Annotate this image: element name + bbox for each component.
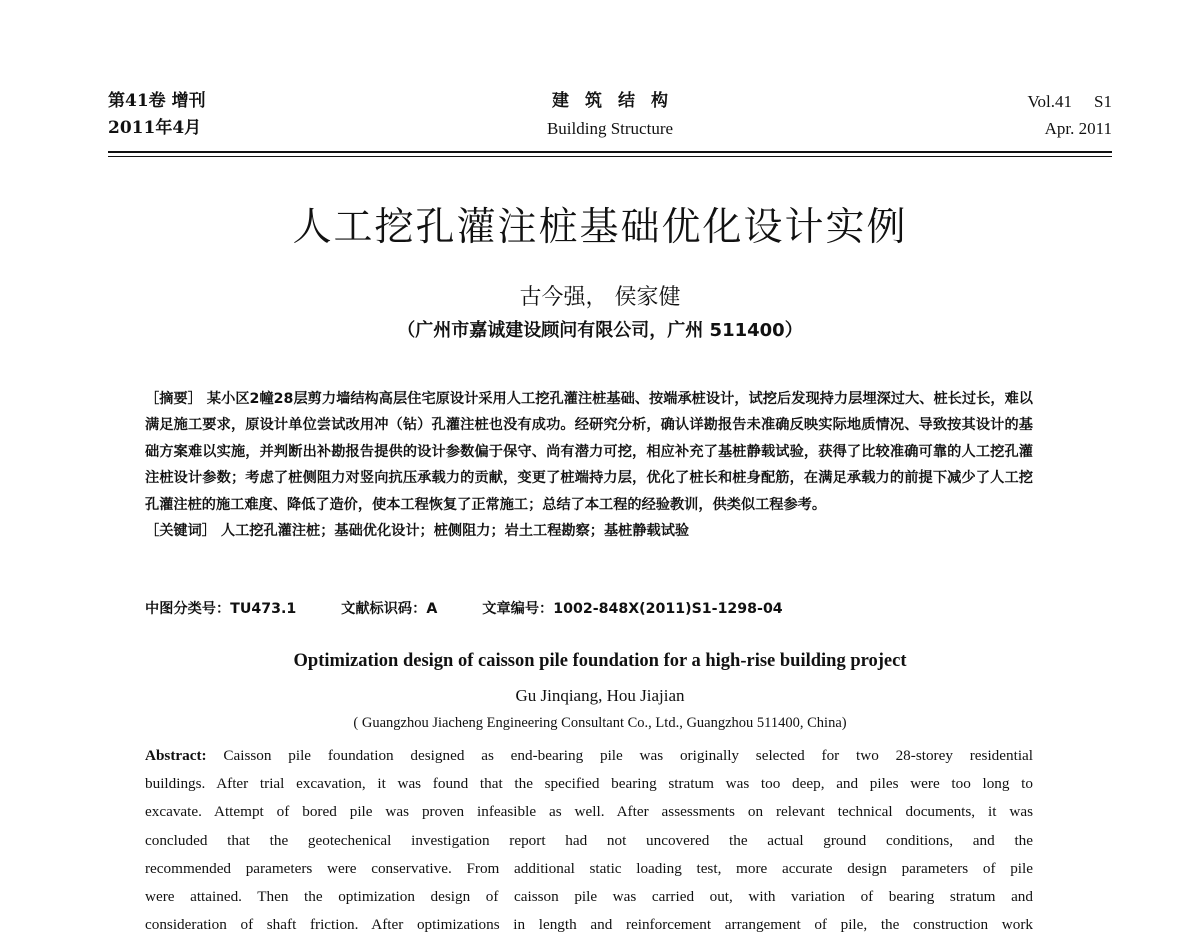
abstract-cn — [145, 386, 1033, 544]
clc-label: 中图分类号： — [145, 601, 231, 617]
affiliation-cn: （广州市嘉诚建设顾问有限公司，广州 511400） — [397, 320, 803, 341]
abstract-en-line: were attained. Then the optimization design of caisson pile was carried out, with variation of bearing stratum and — [145, 888, 1033, 906]
journal-name-cn: 建筑结构 — [552, 91, 684, 111]
abstract-en-line: buildings. After trial excavation, it was found that the specified bearing stratum was too deep, and piles were too long to — [145, 775, 1033, 793]
doc-code-label: 文献标识码： — [341, 601, 427, 617]
authors-en: Gu Jinqiang, Hou Jiajian — [515, 686, 685, 705]
keywords-text: 人工挖孔灌注桩；基础优化设计；桩侧阻力；岩土工程勘察；基桩静载试验 — [220, 523, 690, 540]
abstract-cn-paragraph — [145, 386, 1033, 518]
keywords-cn — [145, 518, 1033, 544]
abstract-en-label: Abstract: — [145, 747, 207, 764]
keywords-label: ［关键词］ — [145, 523, 216, 540]
header-center — [108, 88, 1112, 142]
abstract-cn-text: 某小区2幢28层剪力墙结构高层住宅原设计采用人工挖孔灌注桩基础、按端承桩设计，试挖后发现持力层埋深过大、桩长过长，难以满足施工要求，原设计单位尝试改用冲（钻）孔灌注桩也没有成功。经研究分析，确认详勘报告未准确反映实际地质情况、导致按其设计的基础方案难以实施，并判断出补勘报告提供的设计参数偏于保守、尚有潜力可挖，相应补充了基桩静载试验，获得了比较准确可靠的人工挖孔灌注桩设计参数；考虑了桩侧阻力对竖向抗压承载力的贡献，变更了桩端持力层，优化了桩长和桩身配筋，在满足承载力的前提下减少了人工挖孔灌注桩的施工难度、降低了造价，使本工程恢复了正常施工；总结了本工程的经验教训，供类似工程参考。 — [145, 391, 1033, 513]
abstract-en-line: Abstract: Caisson pile foundation designed as end-bearing pile was originally selected for two 28-storey residential — [145, 747, 1033, 764]
abstract-en-line: recommended parameters were conservative. From additional static loading test, more accurate design parameters of pile — [145, 859, 1033, 877]
publish-date-en: Apr. 2011 — [1044, 119, 1112, 138]
clc-value: TU473.1 — [230, 601, 297, 617]
article-title-en: Optimization design of caisson pile foundation for a high-rise building project — [293, 651, 907, 671]
header-rule-thick — [108, 151, 1112, 153]
doc-code-value: A — [426, 601, 438, 617]
article-no-value: 1002-848X(2011)S1-1298-04 — [553, 601, 783, 617]
running-header — [108, 88, 1112, 148]
issue-number: S1 — [1094, 92, 1112, 111]
header-right — [1027, 88, 1112, 142]
abstract-en-line: excavate. Attempt of bored pile was proven infeasible as well. After assessments on relevant technical documents, it was — [145, 803, 1033, 821]
volume-en — [1027, 88, 1112, 115]
vol-number: Vol.41 — [1027, 92, 1073, 111]
abstract-en-line: concluded that the geotechenical investigation report had not uncovered the actual ground conditions, and the — [145, 831, 1033, 849]
classification-line — [145, 598, 783, 618]
authors-cn: 古今强， 侯家健 — [519, 285, 681, 310]
affiliation-en: ( Guangzhou Jiacheng Engineering Consultant Co., Ltd., Guangzhou 511400, China) — [353, 715, 847, 731]
header-rule-thin — [108, 156, 1112, 157]
article-no-label: 文章编号： — [482, 601, 554, 617]
abstract-en-line: consideration of shaft friction. After optimizations in length and reinforcement arrangement of pile, the construction work — [145, 916, 1033, 934]
article-title-cn: 人工挖孔灌注桩基础优化设计实例 — [292, 205, 908, 250]
abstract-en — [145, 742, 1033, 939]
abstract-cn-label: ［摘要］ — [145, 391, 202, 407]
publish-date-cn: 2011年4月 — [108, 118, 202, 138]
journal-name-en: Building Structure — [546, 119, 674, 138]
volume-issue: 第41卷 增刊 — [108, 91, 206, 111]
